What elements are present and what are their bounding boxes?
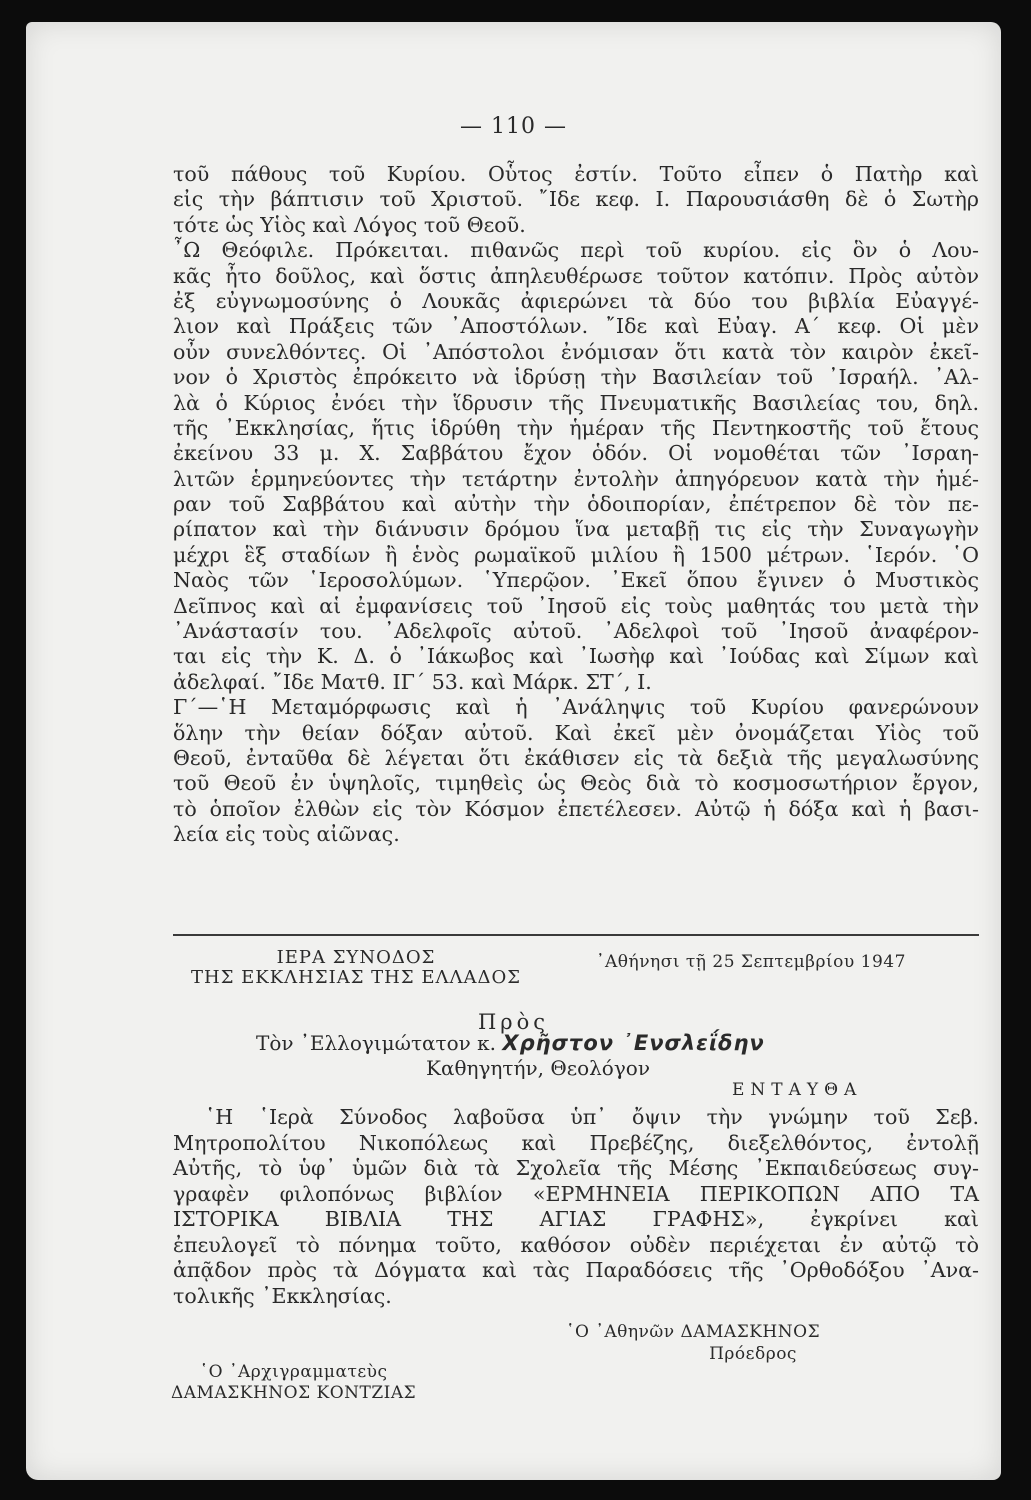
text-line: τοῦ Θεοῦ ἐν ὑψηλοῖς, τιμηθεὶς ὡς Θεὸς διὰ τὸ κοσμοσωτήριον ἔργον, — [173, 771, 979, 796]
letter-line: ΙΣΤΟΡΙΚΑ ΒΙΒΛΙΑ ΤΗΣ ΑΓΙΑΣ ΓΡΑΦΗΣ», ἐγκρίνει καὶ — [173, 1207, 979, 1231]
letter-salutation-to: Πρὸς — [477, 1010, 550, 1034]
letter-line: ῾Η ῾Ιερὰ Σύνοδος λαβοῦσα ὑπ᾿ ὄψιν τὴν γνώμην τοῦ Σεβ. — [205, 1105, 979, 1129]
section-divider — [173, 934, 979, 936]
signature-secretary — [171, 1362, 416, 1404]
text-line: τοῦ πάθους τοῦ Κυρίου. Οὗτος ἐστίν. Τοῦτο εἶπεν ὁ Πατὴρ καὶ — [173, 162, 979, 186]
text-line: Γ΄—῾Η Μεταμόρφωσις καὶ ἡ ᾿Ανάληψις τοῦ Κυρίου φανερώνουν — [173, 695, 979, 720]
text-line: Θεοῦ, ἐνταῦθα δὲ λέγεται ὅτι ἐκάθισεν εἰς τὰ δεξιὰ τῆς μεγαλωσύνης — [173, 745, 979, 770]
text-line: λὰ ὁ Κύριος ἐνόει τὴν ἵδρυσιν τῆς Πνευματικῆς Βασιλείας του, δηλ. — [173, 390, 979, 415]
text-line: ὅλην τὴν θείαν δόξαν αὐτοῦ. Καὶ ἐκεῖ μὲν ὀνομάζεται Υἱὸς τοῦ — [173, 720, 979, 745]
letter-line: Μητροπολίτου Νικοπόλεως καὶ Πρεβέζης, διεξελθόντος, ἐντολῇ — [173, 1130, 979, 1155]
text-line: λιον καὶ Πράξεις τῶν ᾿Αποστόλων. ῎Ιδε καὶ Εὐαγ. Α΄ κεφ. Οἱ μὲν — [173, 314, 979, 339]
text-line: νον ὁ Χριστὸς ἐπρόκειτο νὰ ἱδρύσῃ τὴν Βασιλείαν τοῦ ᾿Ισραήλ. ᾿Αλ- — [173, 365, 979, 390]
text-line: Ναὸς τῶν ῾Ιεροσολύμων. ῾Υπερῷον. ᾿Εκεῖ ὅπου ἔγινεν ὁ Μυστικὸς — [173, 568, 979, 593]
page-number: — 110 — — [460, 114, 567, 139]
text-line: μέχρι ἓξ σταδίων ἢ ἑνὸς ρωμαϊκοῦ μιλίου ἢ 1500 μέτρων. ῾Ιερόν. ῾Ο — [173, 542, 979, 567]
text-line: τότε ὡς Υἱὸς καὶ Λόγος τοῦ Θεοῦ. — [173, 212, 526, 237]
letter-line: γραφὲν φιλοπόνως βιβλίον «ΕΡΜΗΝΕΙΑ ΠΕΡΙΚΟΠΩΝ ΑΠΟ ΤΑ — [173, 1181, 979, 1206]
letter-line: ἐπευλογεῖ τὸ πόνημα τοῦτο, καθόσον οὐδὲν περιέχεται ἐν αὐτῷ τὸ — [173, 1232, 979, 1257]
text-line: Δεῖπνος καὶ αἱ ἐμφανίσεις τοῦ ᾿Ιησοῦ εἰς τοὺς μαθητάς του μετὰ τὴν — [173, 593, 979, 618]
text-line: εἰς τὴν βάπτισιν τοῦ Χριστοῦ. ῎Ιδε κεφ. Ι. Παρουσιάσθη δὲ ὁ Σωτὴρ — [173, 187, 979, 212]
text-line: ἀδελφαί. ῎Ιδε Ματθ. ΙΓ΄ 53. καὶ Μάρκ. ΣΤ΄, Ι. — [173, 669, 652, 694]
addressee-prefix: Τὸν ᾿Ελλογιμώτατον κ. — [256, 1031, 497, 1055]
signature-secretary-title: ῾Ο ᾿Αρχιγραμματεὺς — [199, 1362, 388, 1382]
text-line: λεία εἰς τοὺς αἰῶνας. — [173, 822, 400, 847]
text-line: ἐκείνου 33 μ. Χ. Σαββάτου ἔχον ὁδόν. Οἱ νομοθέται τῶν ᾿Ισραη- — [173, 441, 979, 466]
addressee-location: ΕΝΤΑΥΘΑ — [732, 1080, 863, 1100]
addressee-title: Καθηγητήν, Θεολόγον — [426, 1056, 650, 1080]
letterhead — [191, 948, 521, 988]
text-line: λιτῶν ἑρμηνεύοντες τὴν τετάρτην ἐντολὴν ἀπηγόρευον κατὰ τὴν ἡμέ- — [173, 466, 979, 491]
commentary-text — [173, 162, 979, 848]
signature-president — [566, 1321, 820, 1365]
text-line: οὖν συνελθόντες. Οἱ ᾿Απόστολοι ἐνόμισαν ὅτι κατὰ τὸν καιρὸν ἐκεῖ- — [173, 339, 979, 364]
signature-president-title: Πρόεδρος — [709, 1344, 797, 1364]
letter-date: ᾿Αθήνησι τῇ 25 Σεπτεμβρίου 1947 — [596, 952, 906, 972]
text-line: ται εἰς τὴν Κ. Δ. ὁ ᾿Ιάκωβος καὶ ᾿Ιωσὴφ καὶ ᾿Ιούδας καὶ Σίμων καὶ — [173, 644, 979, 669]
text-line: τὸ ὁποῖον ἐλθὼν εἰς τὸν Κόσμον ἐπετέλεσεν. Αὐτῷ ἡ δόξα καὶ ἡ βασι- — [173, 796, 979, 821]
letterhead-line-1: ΙΕΡΑ ΣΥΝΟΔΟΣ — [276, 947, 436, 968]
text-line: τῆς ᾿Εκκλησίας, ἥτις ἱδρύθη τὴν ἡμέραν τῆς Πεντηκοστῆς τοῦ ἔτους — [173, 415, 979, 440]
text-line: ρίπατον καὶ τὴν διάνυσιν δρόμου ἵνα μεταβῇ τις εἰς τὴν Συναγωγὴν — [173, 517, 979, 542]
letterhead-line-2: ΤΗΣ ΕΚΚΛΗΣΙΑΣ ΤΗΣ ΕΛΛΑΔΟΣ — [191, 967, 521, 988]
addressee-line — [256, 1031, 765, 1055]
letter-line: Αὐτῆς, τὸ ὑφ᾿ ὑμῶν διὰ τὰ Σχολεῖα τῆς Μέσης ᾿Εκπαιδεύσεως συγ- — [173, 1156, 979, 1180]
letter-line: ἀπᾷδον πρὸς τὰ Δόγματα καὶ τὰς Παραδόσεις τῆς ᾿Ορθοδόξου ᾿Ανα- — [173, 1258, 979, 1282]
text-line: ῏Ω Θεόφιλε. Πρόκειται. πιθανῶς περὶ τοῦ κυρίου. εἰς ὃν ὁ Λου- — [173, 238, 979, 263]
addressee-name: Χρῆστον ᾿Ενσλεΐδην — [502, 1031, 765, 1055]
letter-body — [173, 1105, 979, 1309]
signature-president-name: ῾Ο ᾿Αθηνῶν ΔΑΜΑΣΚΗΝΟΣ — [566, 1322, 821, 1342]
text-line: ᾿Ανάστασίν του. ᾿Αδελφοῖς αὐτοῦ. ᾿Αδελφοὶ τοῦ ᾿Ιησοῦ ἀναφέρον- — [173, 619, 979, 644]
book-page — [26, 22, 1001, 1480]
text-line: ἐξ εὐγνωμοσύνης ὁ Λουκᾶς ἀφιερώνει τὰ δύο του βιβλία Εὐαγγέ- — [173, 288, 979, 313]
letter-line: τολικῆς ᾿Εκκλησίας. — [173, 1283, 392, 1308]
text-line: κᾶς ἦτο δοῦλος, καὶ ὅστις ἀπηλευθέρωσε τοῦτον κατόπιν. Πρὸς αὐτὸν — [173, 263, 979, 288]
text-line: ραν τοῦ Σαββάτου καὶ αὐτὴν τὴν ὁδοιπορίαν, ἐπέτρεπον δὲ τὸν πε- — [173, 492, 979, 517]
signature-secretary-name: ΔΑΜΑΣΚΗΝΟΣ ΚΟΝΤΖΙΑΣ — [171, 1383, 417, 1403]
